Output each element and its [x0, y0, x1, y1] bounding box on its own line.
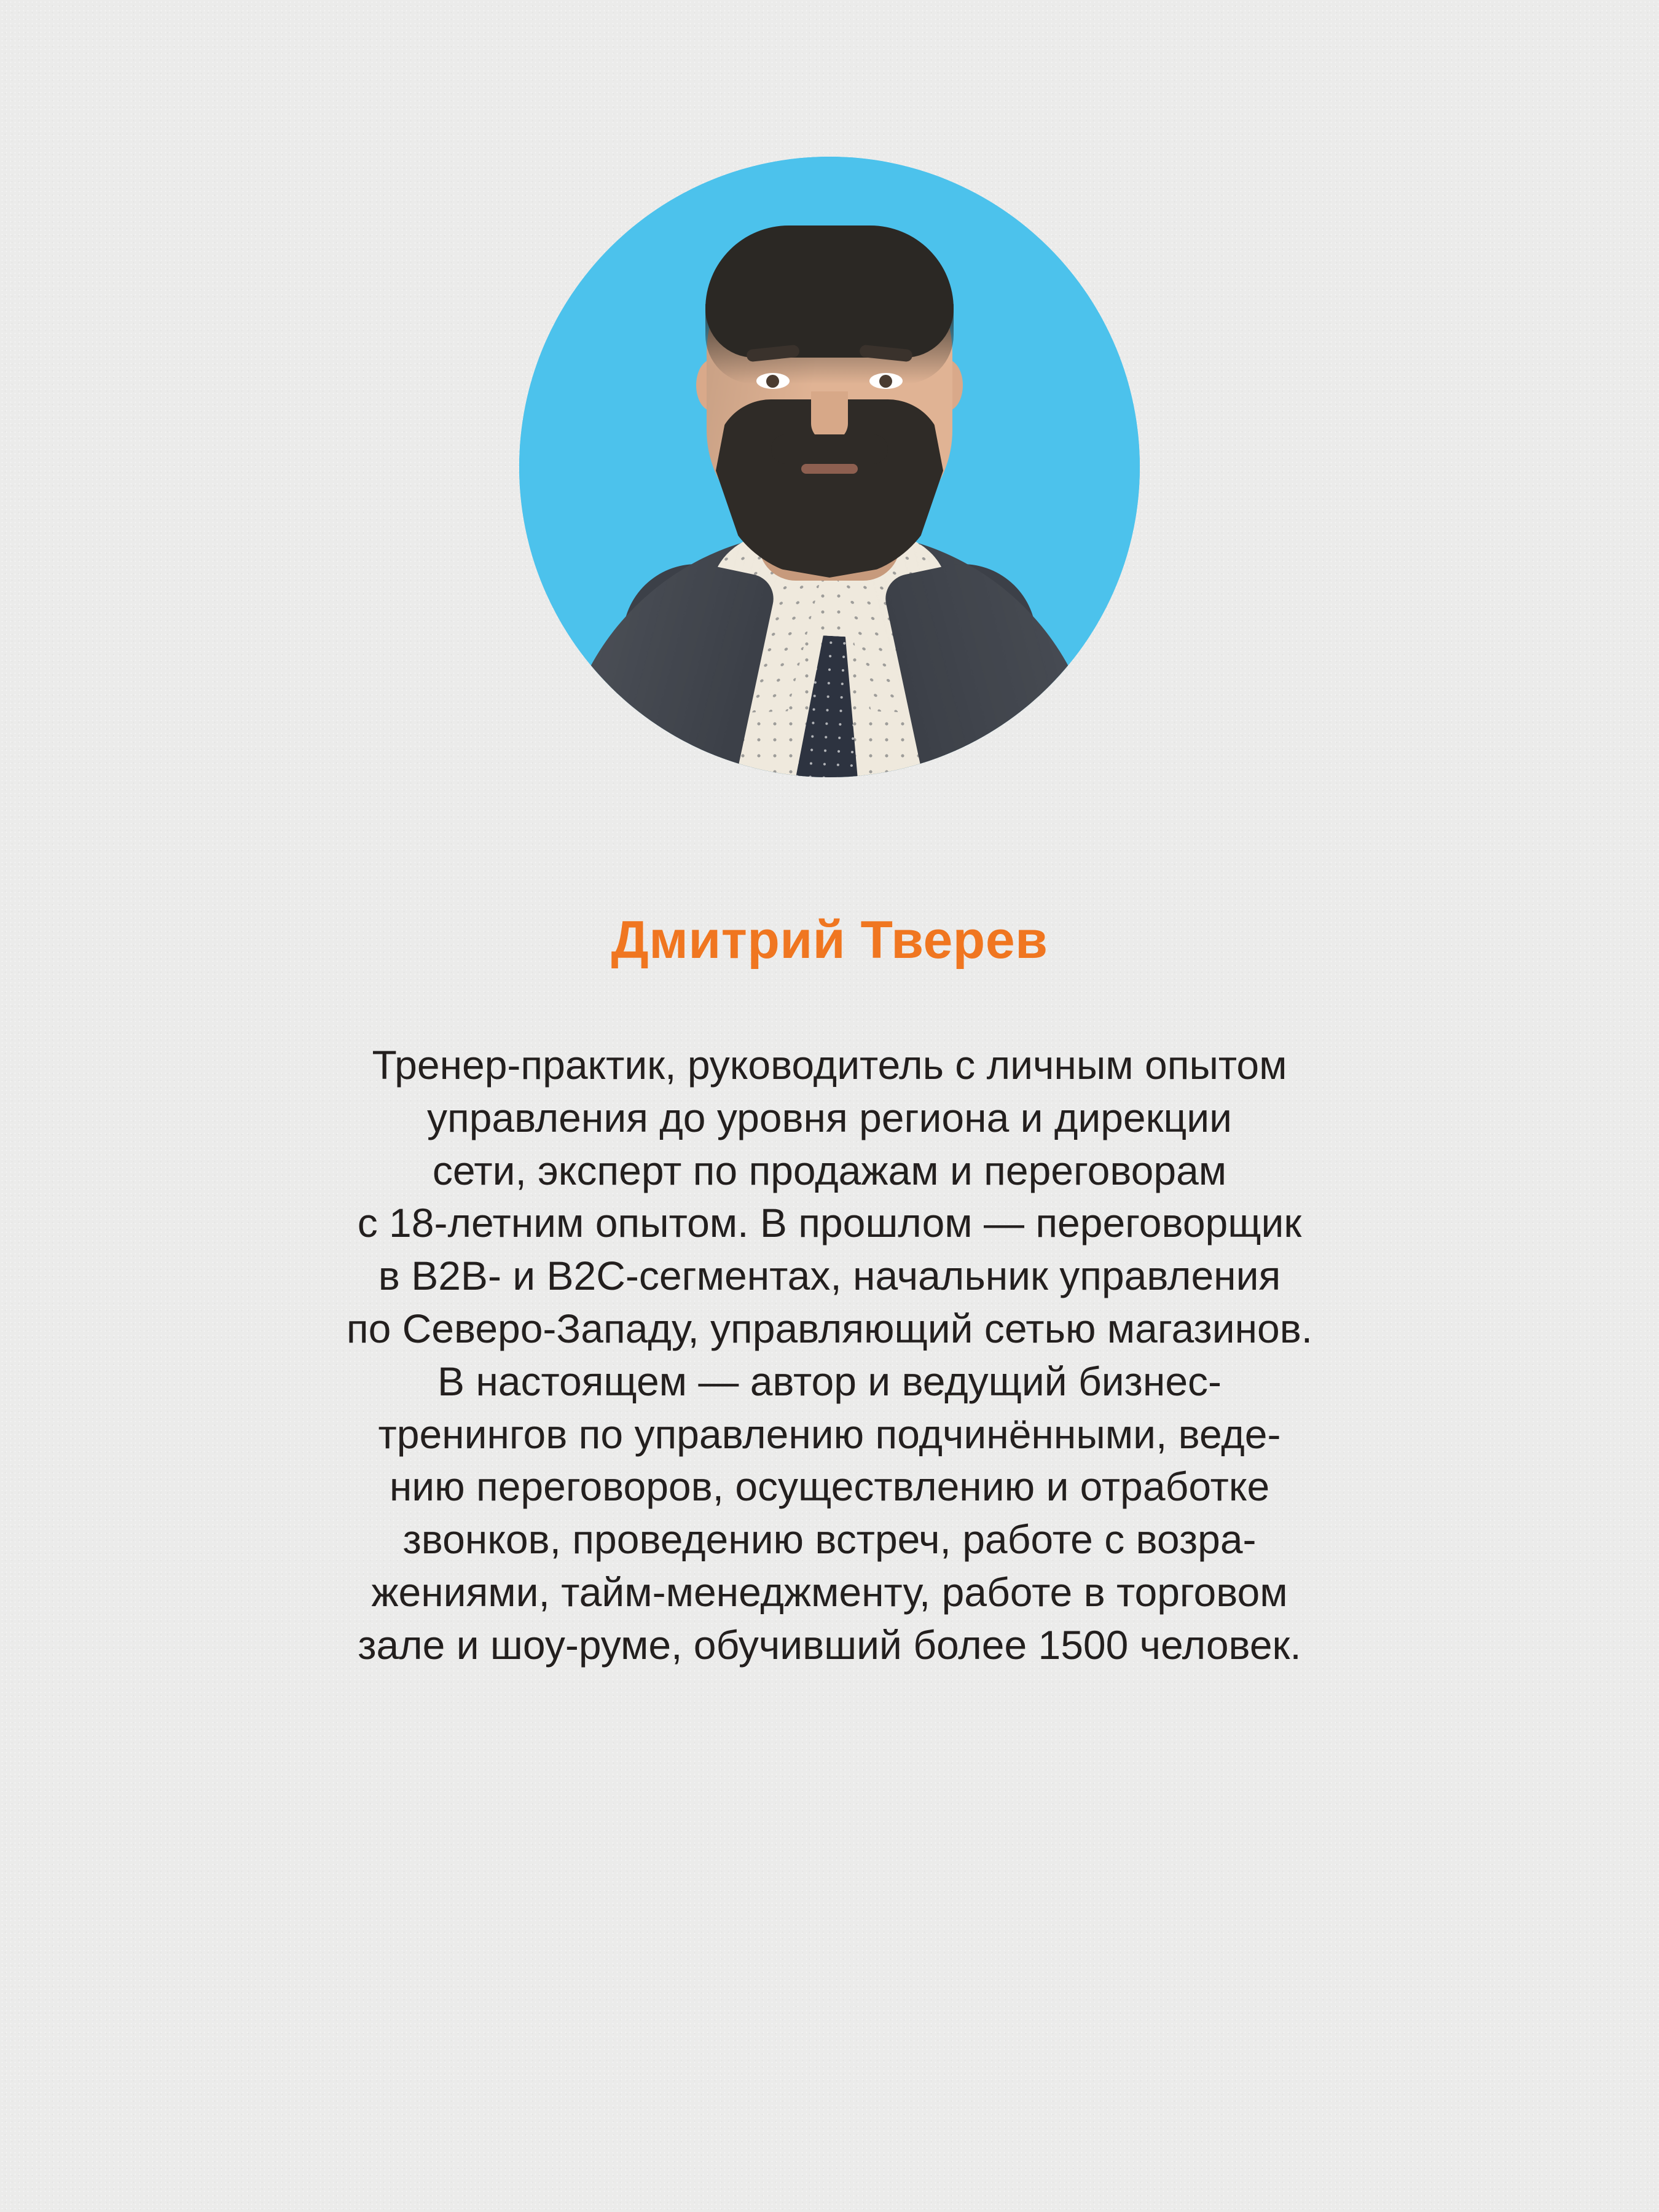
speaker-portrait — [519, 157, 1140, 777]
bio-line: по Северо-Западу, управляющий сетью магазинов. — [346, 1305, 1313, 1351]
portrait-mustache — [771, 434, 888, 464]
portrait-circle — [519, 157, 1140, 777]
bio-line: управления до уровня региона и дирекции — [426, 1094, 1233, 1140]
bio-line: звонков, проведению встреч, работе с возра- — [402, 1516, 1257, 1563]
portrait-lip — [801, 464, 858, 474]
bio-line: зале и шоу-руме, обучивший более 1500 человек. — [358, 1622, 1301, 1668]
bio-line: В настоящем — автор и ведущий бизнес- — [437, 1358, 1222, 1404]
speaker-bio — [258, 1039, 1401, 1672]
bio-line: жениями, тайм-менеджменту, работе в торговом — [371, 1569, 1288, 1615]
speaker-name: Дмитрий Тверев — [611, 911, 1048, 970]
portrait-eye-left — [756, 373, 790, 389]
portrait-hair-fade — [705, 304, 954, 384]
bio-line: сети, эксперт по продажам и переговорам — [432, 1147, 1227, 1193]
bio-line: нию переговоров, осуществлению и отработке — [389, 1464, 1270, 1510]
bio-line: тренингов по управлению подчинёнными, веде- — [378, 1411, 1281, 1457]
bio-line: в B2B- и B2C-сегментах, начальник управления — [378, 1253, 1281, 1299]
bio-line: с 18-летним опытом. В прошлом — переговорщик — [357, 1200, 1302, 1246]
portrait-eye-right — [869, 373, 903, 389]
bio-line: Тренер-практик, руководитель с личным опытом — [372, 1042, 1287, 1088]
